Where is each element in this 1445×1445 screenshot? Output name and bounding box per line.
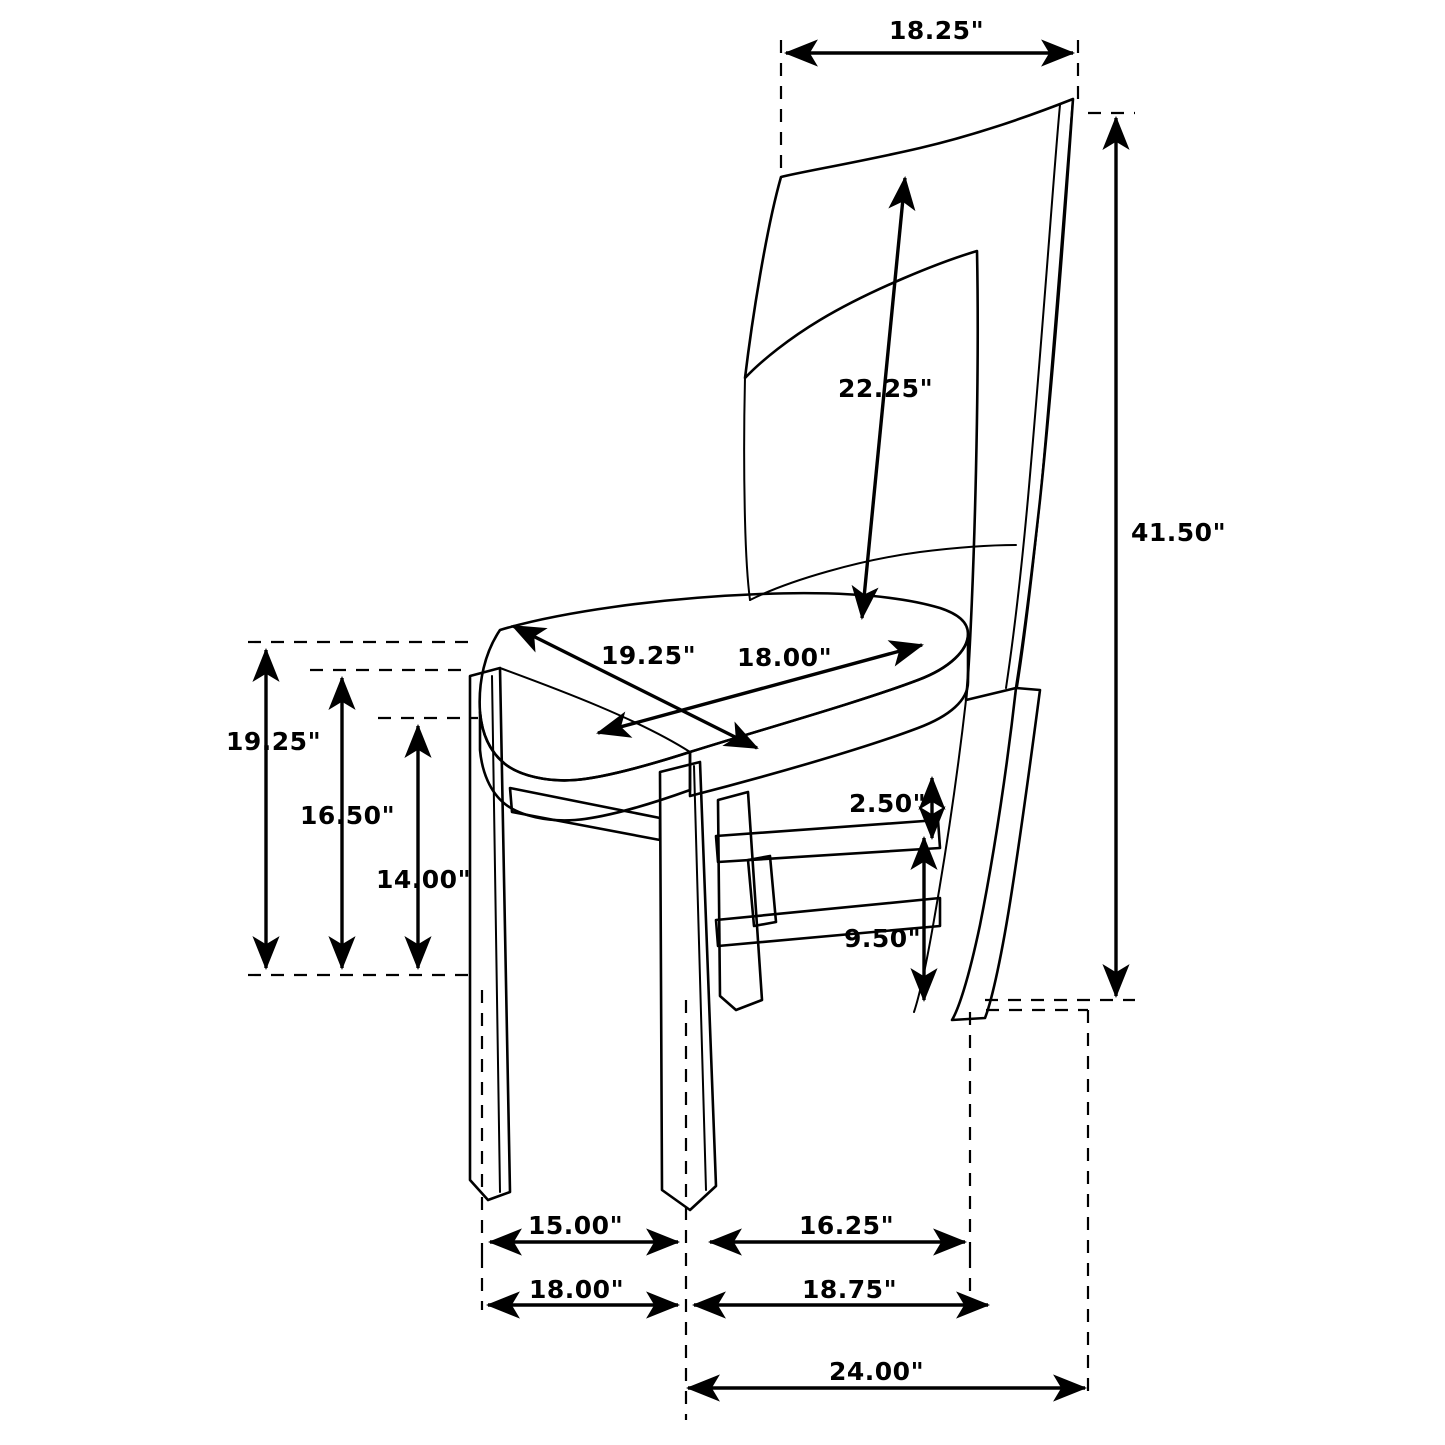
back-left-edge — [744, 378, 750, 600]
dim-label-front-depth: 18.00" — [529, 1275, 625, 1304]
dim-label-seat-diagonal: 19.25" — [601, 641, 697, 670]
dim-label-rear-leg-span: 16.25" — [799, 1211, 895, 1240]
dimension-lines — [248, 40, 1135, 1420]
front-right-leg — [660, 762, 716, 1210]
dim-label-back-width: 18.25" — [889, 16, 985, 45]
front-right-leg-inner — [694, 766, 706, 1190]
dim-label-seat-height-mid: 16.50" — [300, 801, 396, 830]
dim-label-front-leg-span: 15.00" — [528, 1211, 624, 1240]
dim-label-rear-depth: 18.75" — [802, 1275, 898, 1304]
stretcher-left — [510, 788, 660, 840]
dim-label-seat-height-inner: 14.00" — [376, 865, 472, 894]
back-bottom-inner — [750, 545, 1016, 600]
back-left-leg — [718, 792, 762, 1010]
dim-label-back-height: 22.25" — [838, 374, 934, 403]
seat-cushion — [480, 593, 968, 780]
dim-label-overall-height: 41.50" — [1131, 518, 1227, 547]
rear-leg-inner — [914, 700, 966, 1012]
dim-label-rail-height: 2.50" — [849, 789, 927, 818]
dim-label-seat-depth: 18.00" — [737, 643, 833, 672]
dim-label-stretcher-height: 9.50" — [844, 924, 922, 953]
back-inner-line-2 — [1006, 105, 1060, 688]
dim-label-overall-depth: 24.00" — [829, 1357, 925, 1386]
back-inner-line — [1017, 99, 1073, 688]
dim-label-seat-height-outer: 19.25" — [226, 727, 322, 756]
extension-lines — [248, 40, 1135, 1420]
seat-front-edge — [500, 668, 690, 752]
rear-leg — [952, 688, 1040, 1020]
